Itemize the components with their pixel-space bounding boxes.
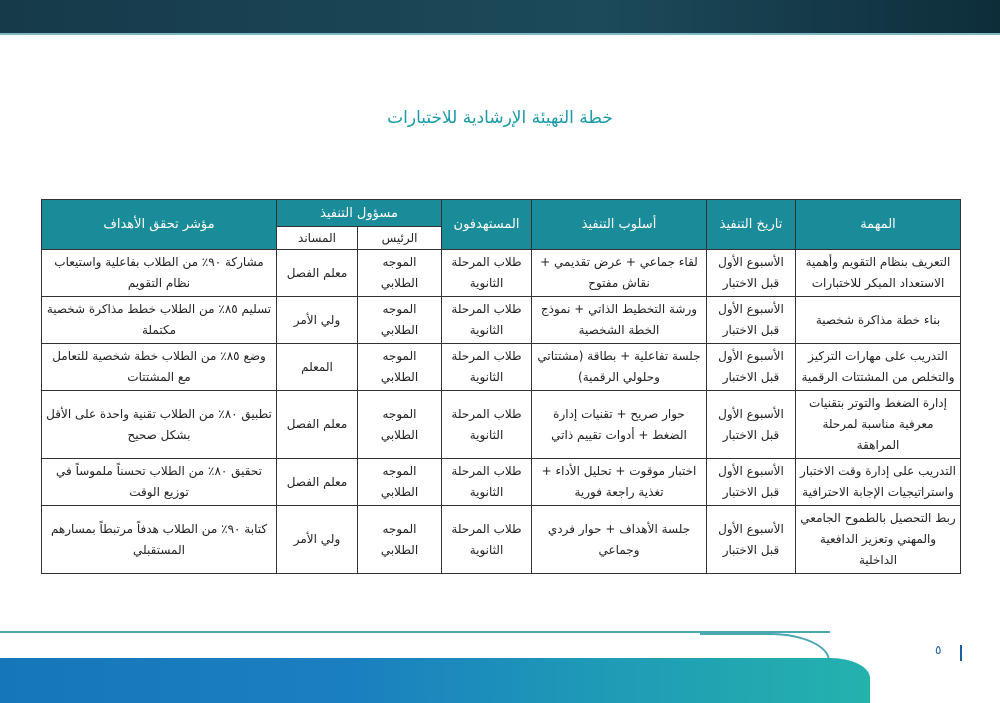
cell-task: التعريف بنظام التقويم وأهمية الاستعداد المبكر للاختبارات xyxy=(796,250,961,297)
footer-band xyxy=(0,658,870,703)
cell-date: الأسبوع الأول قبل الاختبار xyxy=(707,506,796,574)
cell-date: الأسبوع الأول قبل الاختبار xyxy=(707,250,796,297)
cell-assistant: ولي الأمر xyxy=(277,506,358,574)
table-row xyxy=(42,297,961,344)
header-target: المستهدفون xyxy=(442,200,532,250)
header-indicator: مؤشر تحقق الأهداف xyxy=(42,200,277,250)
cell-task: ربط التحصيل بالطموح الجامعي والمهني وتعزيز الدافعية الداخلية xyxy=(796,506,961,574)
cell-assistant: المعلم xyxy=(277,344,358,391)
cell-date: الأسبوع الأول قبل الاختبار xyxy=(707,344,796,391)
cell-method: اختبار موقوت + تحليل الأداء + تغذية راجعة فورية xyxy=(532,459,707,506)
header-responsible: مسؤول التنفيذ xyxy=(277,200,442,227)
header-row xyxy=(42,200,961,227)
header-task: المهمة xyxy=(796,200,961,250)
cell-date: الأسبوع الأول قبل الاختبار xyxy=(707,297,796,344)
cell-indicator: وضع ٨٥٪ من الطلاب خطة شخصية للتعامل مع المشتتات xyxy=(42,344,277,391)
cell-indicator: تحقيق ٨٠٪ من الطلاب تحسناً ملموساً في توزيع الوقت xyxy=(42,459,277,506)
cell-task: إدارة الضغط والتوتر بتقنيات معرفية مناسبة لمرحلة المراهقة xyxy=(796,391,961,459)
cell-method: جلسة تفاعلية + بطاقة (مشتتاتي وحلولي الرقمية) xyxy=(532,344,707,391)
cell-lead: الموجه الطلابي xyxy=(358,459,442,506)
cell-method: حوار صريح + تقنيات إدارة الضغط + أدوات تقييم ذاتي xyxy=(532,391,707,459)
cell-lead: الموجه الطلابي xyxy=(358,506,442,574)
cell-lead: الموجه الطلابي xyxy=(358,391,442,459)
cell-method: جلسة الأهداف + حوار فردي وجماعي xyxy=(532,506,707,574)
cell-assistant: معلم الفصل xyxy=(277,459,358,506)
cell-indicator: تطبيق ٨٠٪ من الطلاب تقنية واحدة على الأقل بشكل صحيح xyxy=(42,391,277,459)
cell-date: الأسبوع الأول قبل الاختبار xyxy=(707,459,796,506)
table-row xyxy=(42,391,961,459)
cell-target: طلاب المرحلة الثانوية xyxy=(442,344,532,391)
plan-table xyxy=(41,199,961,574)
table-row xyxy=(42,459,961,506)
cell-method: لقاء جماعي + عرض تقديمي + نقاش مفتوح xyxy=(532,250,707,297)
page-number: ٥ xyxy=(935,643,942,657)
cell-assistant: ولي الأمر xyxy=(277,297,358,344)
cell-target: طلاب المرحلة الثانوية xyxy=(442,391,532,459)
cell-assistant: معلم الفصل xyxy=(277,250,358,297)
table-row xyxy=(42,250,961,297)
table-row xyxy=(42,506,961,574)
cell-lead: الموجه الطلابي xyxy=(358,250,442,297)
cell-target: طلاب المرحلة الثانوية xyxy=(442,250,532,297)
cell-assistant: معلم الفصل xyxy=(277,391,358,459)
table-row xyxy=(42,344,961,391)
header-method: أسلوب التنفيذ xyxy=(532,200,707,250)
cell-target: طلاب المرحلة الثانوية xyxy=(442,297,532,344)
cell-task: التدريب على إدارة وقت الاختبار واستراتيجيات الإجابة الاحترافية xyxy=(796,459,961,506)
cell-date: الأسبوع الأول قبل الاختبار xyxy=(707,391,796,459)
cell-target: طلاب المرحلة الثانوية xyxy=(442,459,532,506)
cell-lead: الموجه الطلابي xyxy=(358,297,442,344)
header-assistant: المساند xyxy=(277,227,358,250)
header-date: تاريخ التنفيذ xyxy=(707,200,796,250)
page-number-separator xyxy=(960,645,962,661)
cell-method: ورشة التخطيط الذاتي + نموذج الخطة الشخصية xyxy=(532,297,707,344)
cell-indicator: مشاركة ٩٠٪ من الطلاب بفاعلية واستيعاب نظام التقويم xyxy=(42,250,277,297)
top-header-bar xyxy=(0,0,1000,33)
header-lead: الرئيس xyxy=(358,227,442,250)
cell-task: بناء خطة مذاكرة شخصية xyxy=(796,297,961,344)
cell-indicator: تسليم ٨٥٪ من الطلاب خطط مذاكرة شخصية مكتملة xyxy=(42,297,277,344)
cell-indicator: كتابة ٩٠٪ من الطلاب هدفاً مرتبطاً بمسارهم المستقبلي xyxy=(42,506,277,574)
cell-lead: الموجه الطلابي xyxy=(358,344,442,391)
cell-task: التدريب على مهارات التركيز والتخلص من المشتتات الرقمية xyxy=(796,344,961,391)
top-header-divider xyxy=(0,33,1000,35)
page-title: خطة التهيئة الإرشادية للاختبارات xyxy=(387,108,613,128)
cell-target: طلاب المرحلة الثانوية xyxy=(442,506,532,574)
